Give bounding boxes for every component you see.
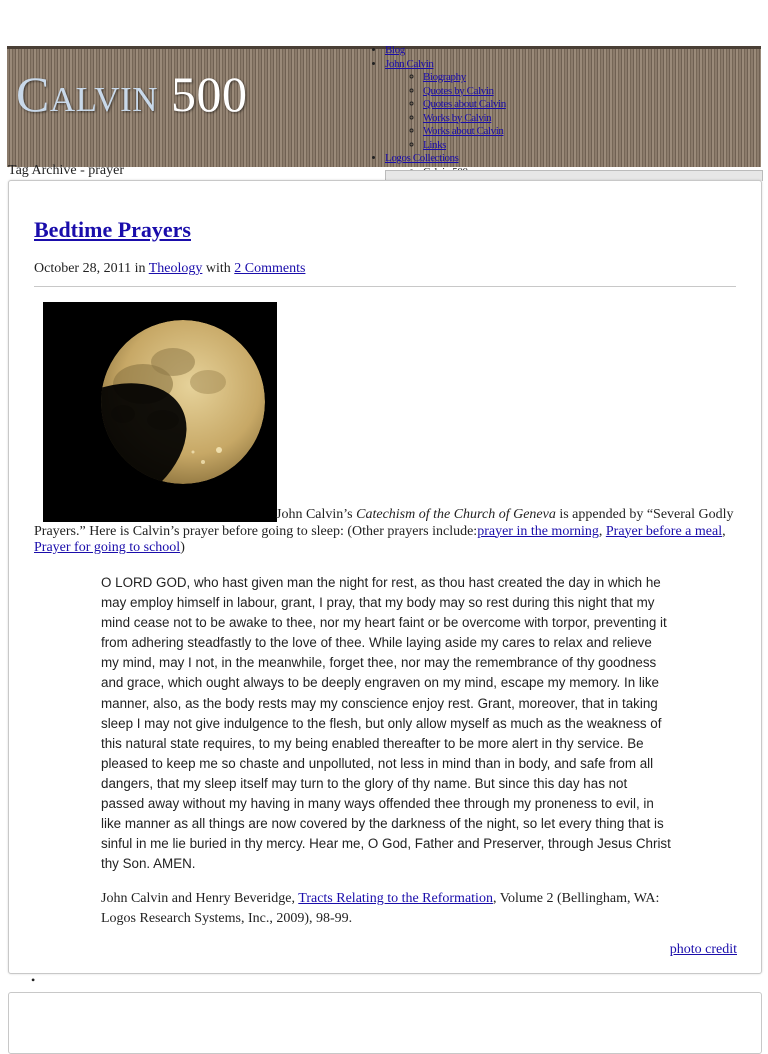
nav-subitem-links	[423, 139, 764, 153]
nav-subitem-works-about-calvin	[423, 125, 764, 139]
post-meta	[34, 260, 305, 278]
nav-subitem-quotes-by-calvin	[423, 85, 764, 99]
nav-link-logos-collections[interactable]: Logos Collections	[385, 152, 459, 164]
intro-text-2: is appended by “Several Godly Prayers.” Here is Calvin’s prayer before going to sleep: (Other prayers include:	[34, 507, 734, 539]
list-bullet: •	[31, 973, 36, 987]
next-post-card	[8, 992, 762, 1054]
nav-link-quotes-about-calvin[interactable]: Quotes about Calvin	[423, 98, 506, 110]
nav-link-links[interactable]: Links	[423, 138, 447, 151]
nav-link-biography[interactable]: Biography	[423, 71, 466, 83]
post-date: October 28, 2011	[34, 261, 132, 276]
nav-link-john-calvin[interactable]: John Calvin	[385, 57, 434, 70]
nav-subitem-works-by-calvin	[423, 112, 764, 126]
nav-subitem-quotes-about-calvin	[423, 98, 764, 112]
site-logo[interactable]	[16, 64, 248, 124]
citation-text-2: , Volume 2 (Bellingham, WA: Logos Research Systems, Inc., 2009), 98-99.	[101, 891, 660, 926]
nav-subitem-biography	[423, 71, 764, 85]
tag-archive-heading: Tag Archive - prayer	[8, 163, 125, 178]
meta-divider	[34, 286, 736, 287]
intro-italic-title: Catechism of the Church of Geneva	[356, 507, 556, 522]
nav-item-john-calvin	[385, 58, 764, 153]
post-title	[34, 217, 191, 243]
nav-link-blog[interactable]: Blog	[385, 44, 405, 56]
nav-link-works-about-calvin[interactable]: Works about Calvin	[423, 125, 504, 137]
post-intro	[34, 507, 736, 557]
citation-text-1: John Calvin and Henry Beveridge,	[101, 891, 299, 906]
intro-sep-1: ,	[598, 523, 606, 539]
post-card	[8, 180, 762, 974]
nav-link-quotes-by-calvin[interactable]: Quotes by Calvin	[423, 84, 494, 97]
meta-in-word: in	[134, 261, 146, 276]
main-nav	[364, 44, 764, 179]
intro-close: )	[180, 540, 185, 555]
category-link[interactable]: Theology	[148, 261, 203, 276]
meta-with-word: with	[205, 261, 231, 276]
moon-photo	[43, 302, 277, 522]
comments-link[interactable]: 2 Comments	[234, 261, 306, 276]
prayer-morning-link[interactable]: prayer in the morning	[477, 523, 599, 539]
intro-sep-2: ,	[722, 523, 726, 539]
logo-word-500: 500	[171, 66, 248, 122]
intro-text-1: John Calvin’s	[276, 507, 357, 522]
nav-item-blog	[385, 44, 764, 58]
logo-word-calvin: Calvin	[16, 66, 158, 122]
post-title-link[interactable]: Bedtime Prayers	[34, 217, 191, 242]
prayer-quote: O LORD GOD, who hast given man the night for rest, as thou hast created the day in which he may employ himself in labour, grant, I pray, that my body may so rest during this night that my mind cease not to be awake to thee, nor my heart faint or be overcome with torpor, preventing it from adhering steadfastly to the love of thee. While laying aside my cares to relax and relieve my mind, may I not, in the meanwhile, forget thee, nor may the remembrance of thy goodness and grace, which ought always to be deeply engraven on my mind, escape my memory. In like manner, also, as the body rests may my conscience enjoy rest. Grant, moreover, that in taking sleep I may not give indulgence to the flesh, but only allow myself as much as the weakness of this natural state requires, to my being enabled thereafter to be more alert in thy service. Be pleased to keep me so chaste and unpolluted, not less in mind than in body, and safe from all dangers, that my sleep itself may turn to the glory of thy name. But since this day has not passed away without my having in many ways offended thee through my proneness to evil, in like manner as all things are now covered by the darkness of the night, so let every thing that is sinful in me lie buried in thy mercy. Hear me, O God, Father and Preserver, through Jesus Christ thy Son. AMEN.	[101, 575, 671, 872]
nav-link-works-by-calvin[interactable]: Works by Calvin	[423, 111, 492, 124]
prayer-school-link[interactable]: Prayer for going to school	[34, 540, 181, 555]
citation-link[interactable]: Tracts Relating to the Reformation	[298, 891, 493, 906]
citation	[101, 889, 671, 929]
photo-credit-link[interactable]: photo credit	[669, 942, 737, 957]
moon-image	[43, 302, 277, 522]
prayer-meal-link[interactable]: Prayer before a meal	[605, 523, 723, 539]
